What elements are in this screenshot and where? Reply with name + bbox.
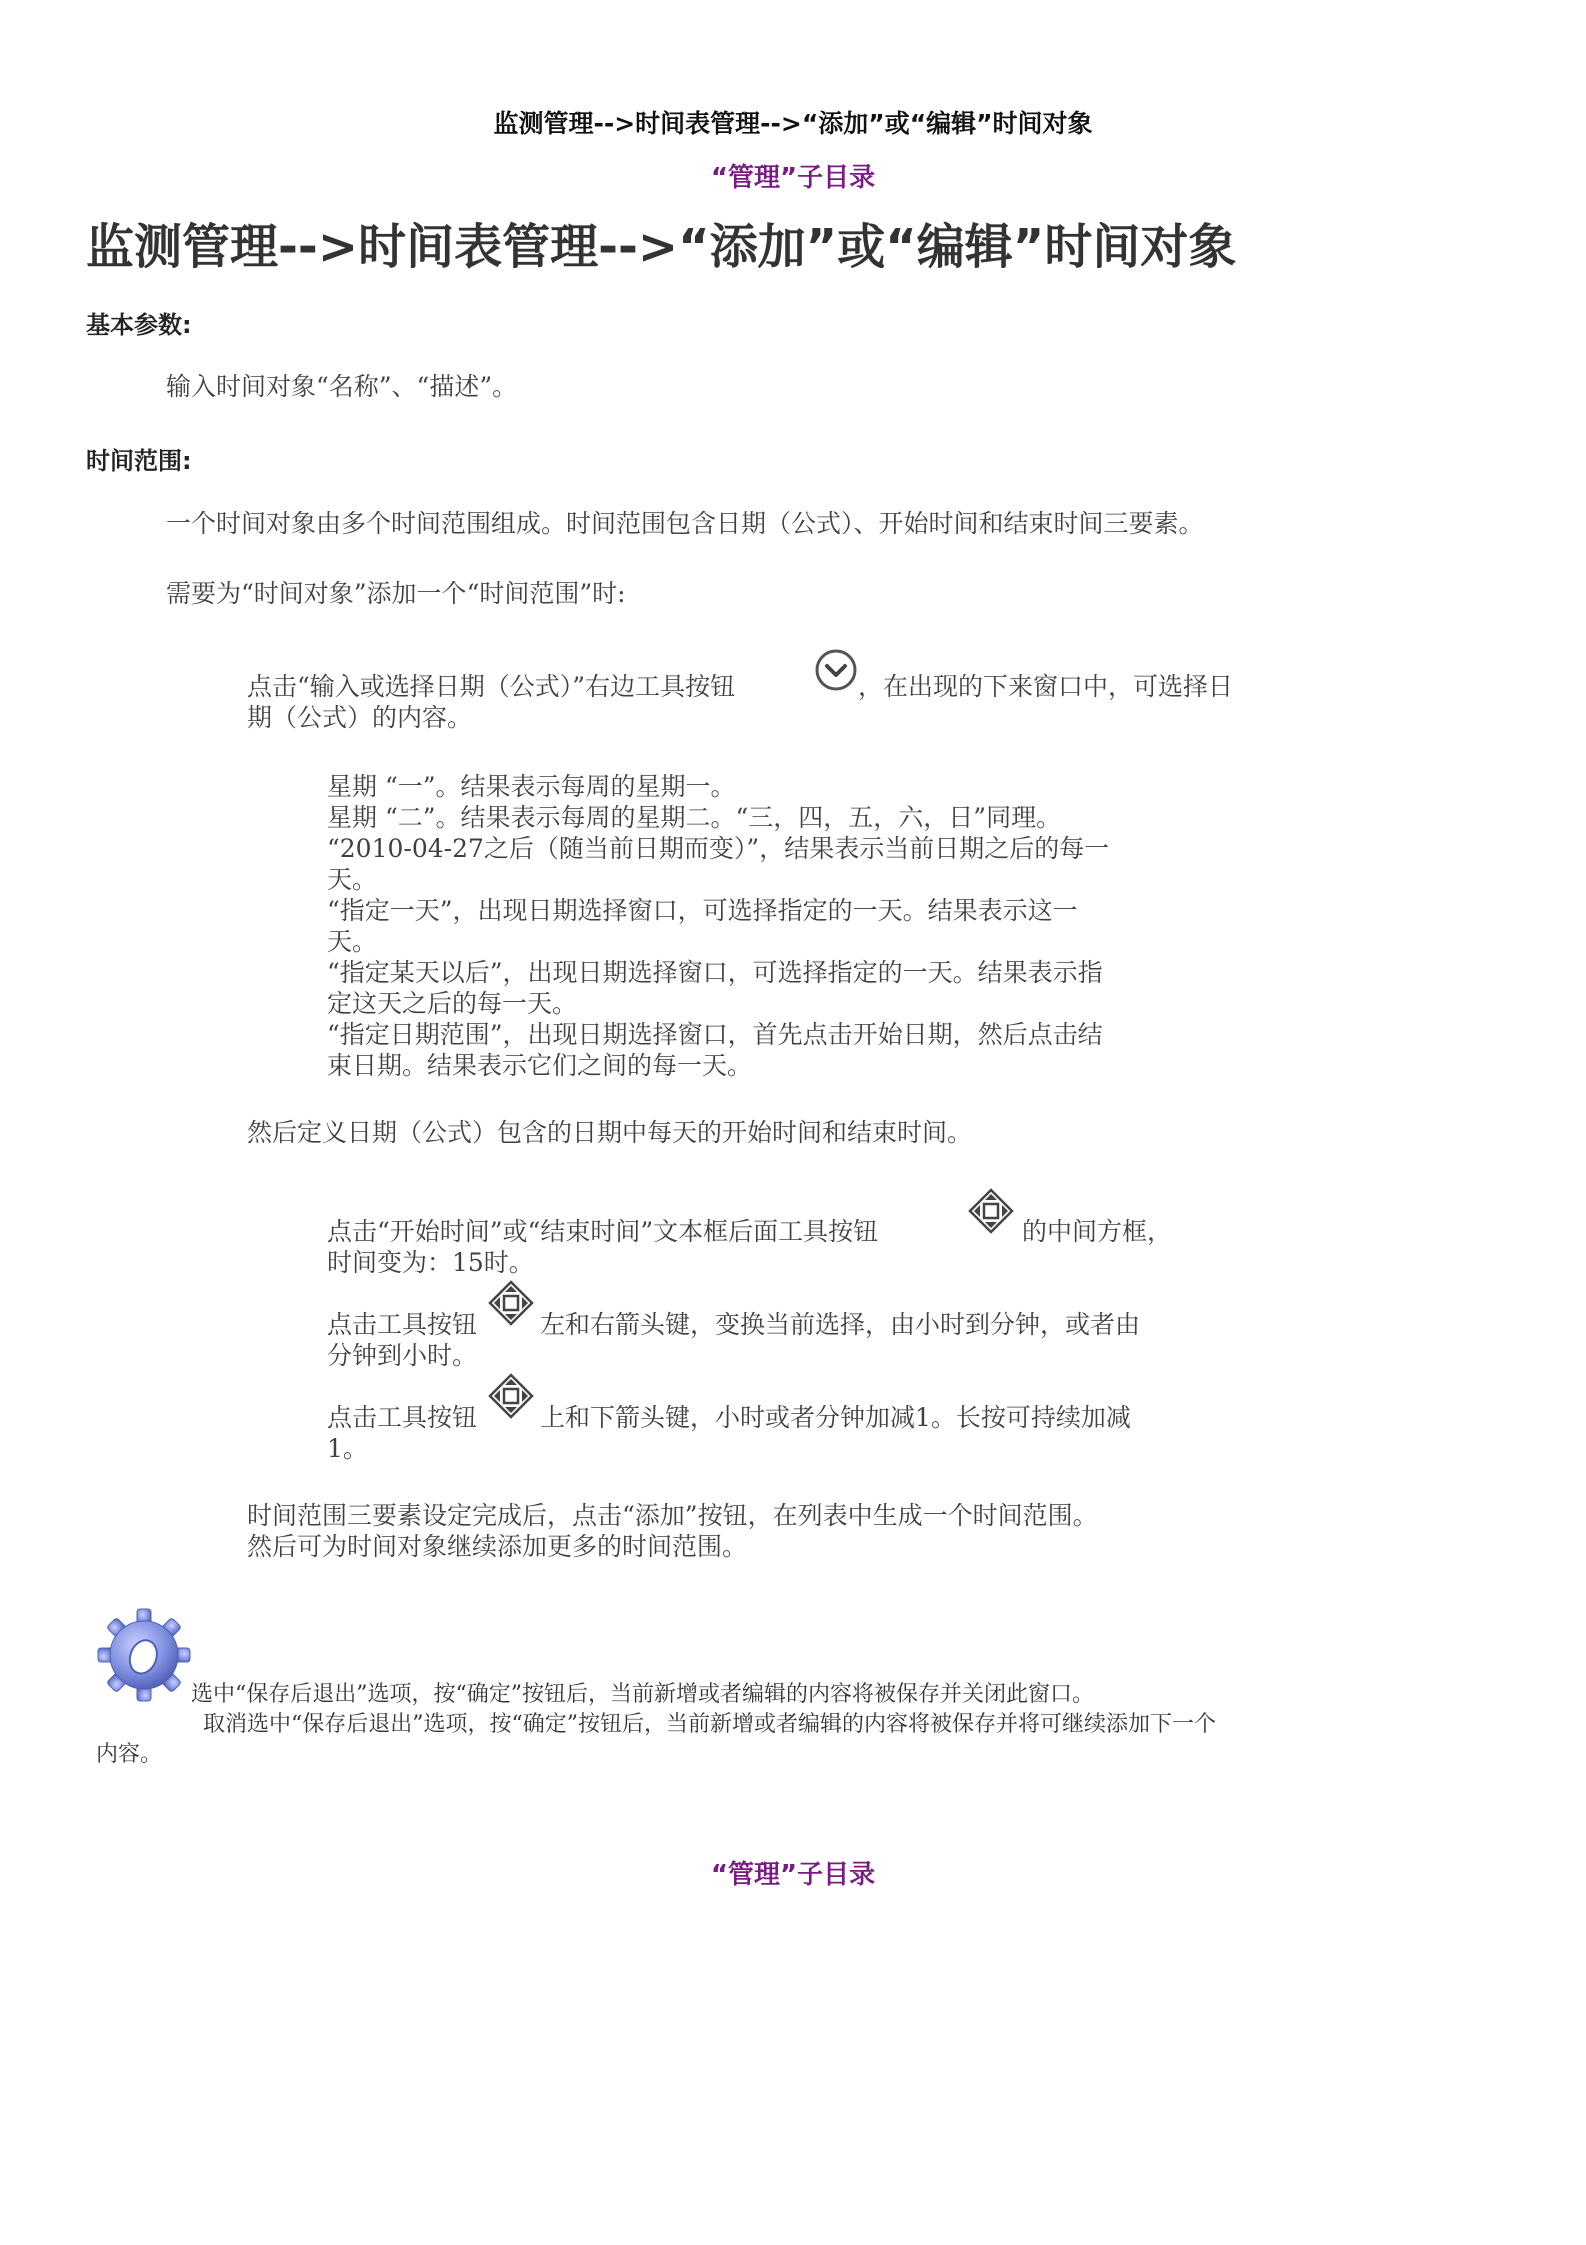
step3-text-a: 点击工具按钮 [327,1403,478,1432]
step2-text-c: 分钟到小时。 [327,1341,478,1370]
done-text-2: 然后可为时间对象继续添加更多的时间范围。 [247,1532,748,1561]
subdir-link-top[interactable]: “管理”子目录 [710,163,876,193]
step1-text-a: 点击“开始时间”或“结束时间”文本框后面工具按钮 [327,1217,879,1246]
done-text-1: 时间范围三要素设定完成后，点击“添加”按钮，在列表中生成一个时间范围。 [247,1501,1098,1530]
click-date-text-c: 期（公式）的内容。 [247,703,473,732]
step1-text-b: 的中间方框， [1022,1217,1173,1246]
subdir-link-bottom[interactable]: “管理”子目录 [710,1860,876,1890]
time-range-need: 需要为“时间对象”添加一个“时间范围”时: [166,579,626,608]
date-option-line: “指定一天”，出现日期选择窗口，可选择指定的一天。结果表示这一 [327,896,1078,925]
date-option-line: “指定日期范围”，出现日期选择窗口，首先点击开始日期，然后点击结 [327,1020,1103,1049]
click-date-text-a: 点击“输入或选择日期（公式）”右边工具按钮 [247,672,736,701]
page-title: 监测管理-->时间表管理-->“添加”或“编辑”时间对象 [86,219,1237,275]
date-option-line: 星期 “一”。结果表示每周的星期一。 [327,772,736,801]
date-option-line: “指定某天以后”，出现日期选择窗口，可选择指定的一天。结果表示指 [327,958,1103,987]
step2-text-a: 点击工具按钮 [327,1310,478,1339]
date-option-line: 天。 [327,927,378,956]
step2-text-b: 左和右箭头键，变换当前选择，由小时到分钟，或者由 [540,1310,1141,1339]
date-option-line: 束日期。结果表示它们之间的每一天。 [327,1051,753,1080]
note-line-3: 内容。 [96,1742,163,1767]
then-define-text: 然后定义日期（公式）包含的日期中每天的开始时间和结束时间。 [247,1118,973,1147]
date-option-line: “2010-04-27之后（随当前日期而变）”，结果表示当前日期之后的每一 [327,834,1110,863]
click-date-text-b: ，在出现的下来窗口中，可选择日 [858,672,1234,701]
basic-params-heading: 基本参数: [86,311,192,339]
gear-icon [96,1607,192,1703]
date-option-line: 定这天之后的每一天。 [327,989,578,1018]
step1-text-c: 时间变为：15时。 [327,1248,534,1277]
time-range-intro: 一个时间对象由多个时间范围组成。时间范围包含日期（公式）、开始时间和结束时间三要素。 [166,509,1204,538]
time-range-heading: 时间范围: [86,447,192,475]
basic-params-text: 输入时间对象“名称”、“描述”。 [166,372,518,401]
date-option-line: 天。 [327,865,378,894]
time-spinner-icon [488,1280,534,1326]
document-header-title: 监测管理-->时间表管理-->“添加”或“编辑”时间对象 [493,109,1093,138]
step3-text-b: 上和下箭头键，小时或者分钟加减1。长按可持续加减 [540,1403,1131,1432]
date-option-line: 星期 “二”。结果表示每周的星期二。“三，四，五，六，日”同理。 [327,803,1062,832]
time-spinner-icon [488,1373,534,1419]
time-spinner-icon [968,1188,1014,1234]
step3-text-c: 1。 [327,1434,368,1463]
note-line-2: 取消选中“保存后退出”选项，按“确定”按钮后，当前新增或者编辑的内容将被保存并将可继续添加下一个 [203,1712,1216,1737]
chevron-down-circle-icon [814,648,858,692]
note-line-1: 选中“保存后退出”选项，按“确定”按钮后，当前新增或者编辑的内容将被保存并关闭此窗口。 [191,1682,1094,1707]
